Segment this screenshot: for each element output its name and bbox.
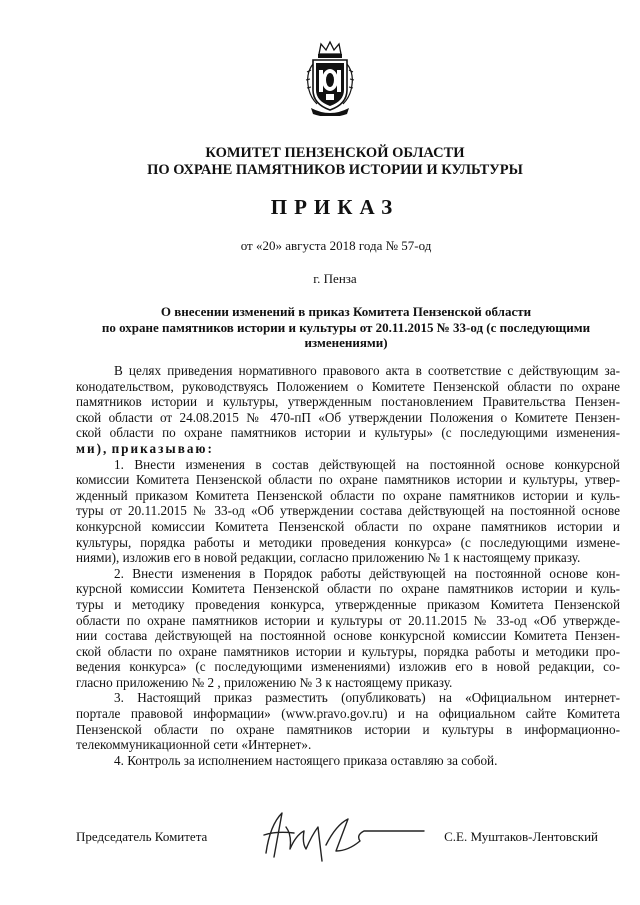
text-line: Пензенской области по охране памятников истории и культуры в информационно- xyxy=(76,721,620,737)
preamble-paragraph xyxy=(76,363,620,457)
text-line: культуры, порядка работы и методики проведения конкурса» (с последующими измене- xyxy=(76,534,620,550)
document-date-number: от «20» августа 2018 года № 57-од xyxy=(240,238,432,253)
committee-name-line2: ПО ОХРАНЕ ПАМЯТНИКОВ ИСТОРИИ И КУЛЬТУРЫ xyxy=(147,162,523,178)
text-line: туры от 20.11.2015 № 33-од «Об утверждении состава действующей на постоянной основе xyxy=(76,503,620,519)
order-word: приказываю: xyxy=(111,440,214,456)
signature-block xyxy=(76,823,620,863)
text-line: 4. Контроль за исполнением настоящего приказа оставляю за собой. xyxy=(114,752,498,768)
text-line: 2. Внести изменения в Порядок работы действующей на постоянной основе кон- xyxy=(114,565,620,581)
subject-line: О внесении изменений в приказ Комитета Пензенской области xyxy=(160,304,532,319)
item-3-paragraph xyxy=(76,690,620,752)
text-line: области по охране памятников истории и культуры от 20.11.2015 № 33-од «Об утвержде- xyxy=(76,612,620,628)
text-line: гласно приложению № 2 , приложению № 3 к настоящему приказу. xyxy=(76,674,453,690)
text-line xyxy=(76,441,620,457)
text-line: ведения конкурса» (с последующими изменениями) изложив его в новой редакции, со- xyxy=(76,659,620,675)
text-line: телекоммуникационной сети «Интернет». xyxy=(76,737,312,753)
document-type-title: ПРИКАЗ xyxy=(270,195,400,219)
text-line: жденный приказом Комитета Пензенской области по охране памятников истории и куль- xyxy=(76,487,620,503)
intro-end: ми), xyxy=(76,440,109,456)
document-subject xyxy=(72,304,620,351)
committee-name-line1: КОМИТЕТ ПЕНЗЕНСКОЙ ОБЛАСТИ xyxy=(205,145,465,161)
text-line: памятников истории и культуры, утвержденным постановлением Правительства Пензен- xyxy=(76,394,620,410)
text-line: 3. Настоящий приказ разместить (опубликовать) на «Официальном интернет- xyxy=(114,690,620,706)
text-line: курсной комиссии Комитета Пензенской области по охране памятников истории и куль- xyxy=(76,581,620,597)
subject-line: изменениями) xyxy=(304,335,388,350)
document-city: г. Пенза xyxy=(313,271,357,286)
text-line: нии состава действующей на постоянной основе конкурсной комиссии Комитета Пензен- xyxy=(76,628,620,644)
subject-line: по охране памятников истории и культуры от 20.11.2015 № 33-од (с последующими xyxy=(101,319,591,335)
text-line: конодательством, руководствуясь Положением о Комитете Пензенской области по охране xyxy=(76,378,620,394)
signatory-title: Председатель Комитета xyxy=(76,829,208,844)
text-line: туры и методику проведения конкурса, утвержденные приказом Комитета Пензенской xyxy=(76,596,620,612)
coat-of-arms-icon xyxy=(299,40,361,116)
handwritten-signature xyxy=(256,805,426,865)
item-1-paragraph xyxy=(76,457,620,566)
text-line: В целях приведения нормативного правового акта в соответствие с действующим за- xyxy=(114,363,620,378)
text-line: портале правовой информации» (www.pravo.gov.ru) и на официальном сайте Комитета xyxy=(76,706,620,722)
text-line: ниями), изложив его в новой редакции, согласно приложению № 1 к настоящему приказу. xyxy=(76,550,581,566)
signatory-name: С.Е. Муштаков-Лентовский xyxy=(444,829,598,844)
text-line: ской области от 24.08.2015 № 470-пП «Об утверждении Положения о Комитете Пензен- xyxy=(76,409,620,425)
item-2-paragraph xyxy=(76,566,620,691)
text-line: конкурсной комиссии Комитета Пензенской области по охране памятников истории и xyxy=(76,518,620,534)
text-line: ской области по охране памятников истории и культуры» (с последующими изменения- xyxy=(76,425,620,441)
text-line: комиссии Комитета Пензенской области по охране памятников истории и культуры, утвер- xyxy=(76,472,620,488)
document-body xyxy=(76,363,620,768)
text-line: ской области по охране памятников истории и культуры, порядка работы и методики про- xyxy=(76,643,620,659)
text-line: 1. Внести изменения в состав действующей на постоянной основе конкурсной xyxy=(114,456,620,472)
item-4-paragraph xyxy=(76,753,620,769)
